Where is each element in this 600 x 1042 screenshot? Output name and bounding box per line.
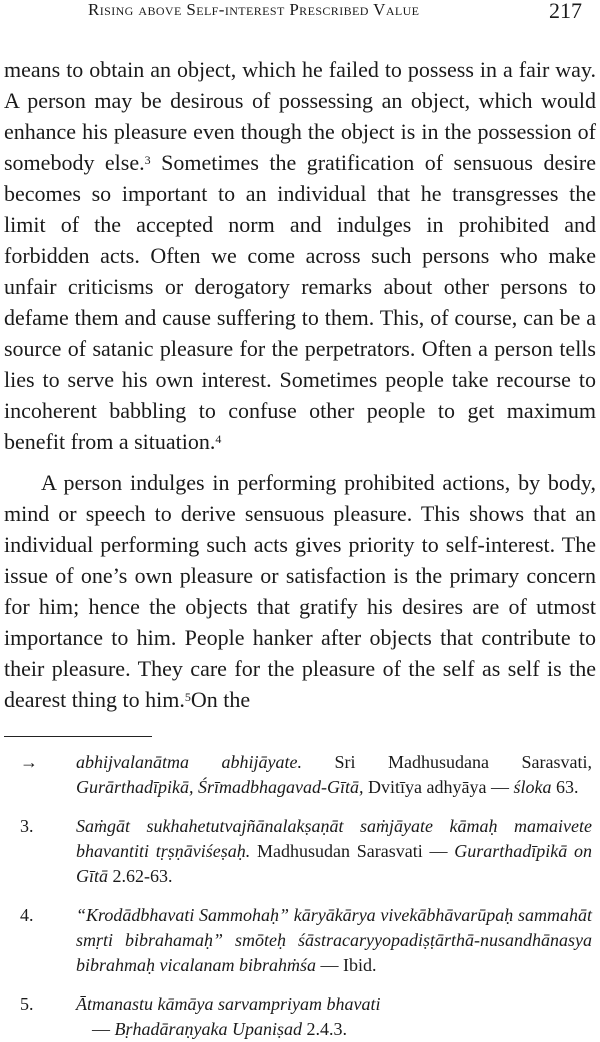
footnote-sanskrit: Saṁgāt sukhahetutvajñānalakṣaṇāt saṁjāyate kāmaḥ mamaivete bhavantiti tṛṣṇāviśeṣaḥ.: [76, 816, 592, 861]
footnote-text: —: [92, 1019, 115, 1039]
footnote-sanskrit: Ātmanastu kāmāya sarvampriyam bhavati: [76, 994, 381, 1014]
footnote-body: [76, 992, 592, 1042]
footnote-sanskrit: abhijvalanātma abhijāyate.: [76, 752, 302, 772]
footnote-ref-4: 4: [215, 432, 222, 446]
paragraph-2-text: A person indulges in performing prohibited actions, by body, mind or speech to derive sensuous pleasure. This shows that an individual performing such acts gives priority to self-interest. The issue of one’s own pleasure or satisfaction is the primary concern for him; hence the objects that gratify his desires are of utmost importance to him. People hanker after objects that contribute to their pleasure. They care for the pleasure of the self as self is the dearest thing to him.: [4, 470, 596, 712]
footnote-source-title: Gurarthadīpikā on Gītā: [76, 841, 592, 886]
paragraph-1: [4, 54, 596, 457]
footnote-text: 2.62-63.: [108, 866, 173, 886]
running-head: [0, 0, 600, 30]
footnotes: [20, 750, 592, 1042]
footnote-text: Dvitīya adhyāya —: [363, 777, 514, 797]
footnote-body: [76, 750, 592, 800]
footnote-text: Sri Madhusudana Sarasvati,: [302, 752, 592, 772]
footnote-text: 63.: [551, 777, 579, 797]
footnote-number: 5.: [20, 994, 34, 1014]
footnote-3: [20, 814, 592, 889]
footnote-number: 3.: [20, 816, 34, 836]
footnote-divider: [4, 736, 152, 737]
footnote-term: śloka: [513, 777, 552, 797]
footnote-5: [20, 992, 592, 1042]
paragraph-2: [4, 467, 596, 715]
footnote-ref-5: 5: [184, 690, 191, 704]
footnote-source-title: Bṛhadāraṇyaka Upaniṣad: [114, 1019, 302, 1039]
paragraph-1-text: means to obtain an object, which he failed to possess in a fair way. A person may be desirous of possessing an object, which would enhance his pleasure even though the object is in the possession of somebody else.: [4, 57, 596, 175]
footnote-text: Madhusudan Sarasvati —: [250, 841, 455, 861]
footnote-sanskrit: “Krodādbhavati Sammohaḥ” kāryākārya vivekābhāvarūpaḥ sammahāt smṛti bibrahamaḥ” smōteḥ śāstracaryyopadiṣṭārthā-nusandhānasya bibrahmaḥ vicalanam bibrahṁśa: [76, 905, 592, 975]
footnote-continued: [20, 750, 592, 800]
footnote-body: [76, 814, 592, 889]
footnote-citation: [76, 1017, 592, 1042]
continuation-arrow: →: [20, 752, 38, 772]
paragraph-2-tail: On the: [190, 687, 251, 712]
page-number: 217: [549, 0, 582, 23]
running-title: Rising above Self-interest Prescribed Value: [88, 0, 420, 19]
body-text: [4, 54, 596, 715]
footnote-text: — Ibid.: [316, 955, 377, 975]
footnote-ref-3: 3: [144, 153, 151, 167]
footnote-source-title: Gurārthadīpikā, Śrīmadbhagavad-Gītā,: [76, 777, 364, 797]
footnote-4: [20, 903, 592, 978]
paragraph-1-text-cont: Sometimes the gratification of sensuous desire becomes so important to an individual that he transgresses the limit of the accepted norm and indulges in prohibited and forbidden acts. Often we come across such persons who make unfair criticisms or derogatory remarks about other persons to defame them and cause suffering to them. This, of course, can be a source of satanic pleasure for the perpetrators. Often a person tells lies to serve his own interest. Sometimes people take recourse to incoherent babbling to confuse other people to get maximum benefit from a situation.: [4, 150, 596, 454]
footnote-number: 4.: [20, 905, 34, 925]
footnote-text: 2.4.3.: [302, 1019, 347, 1039]
footnote-body: [76, 903, 592, 978]
